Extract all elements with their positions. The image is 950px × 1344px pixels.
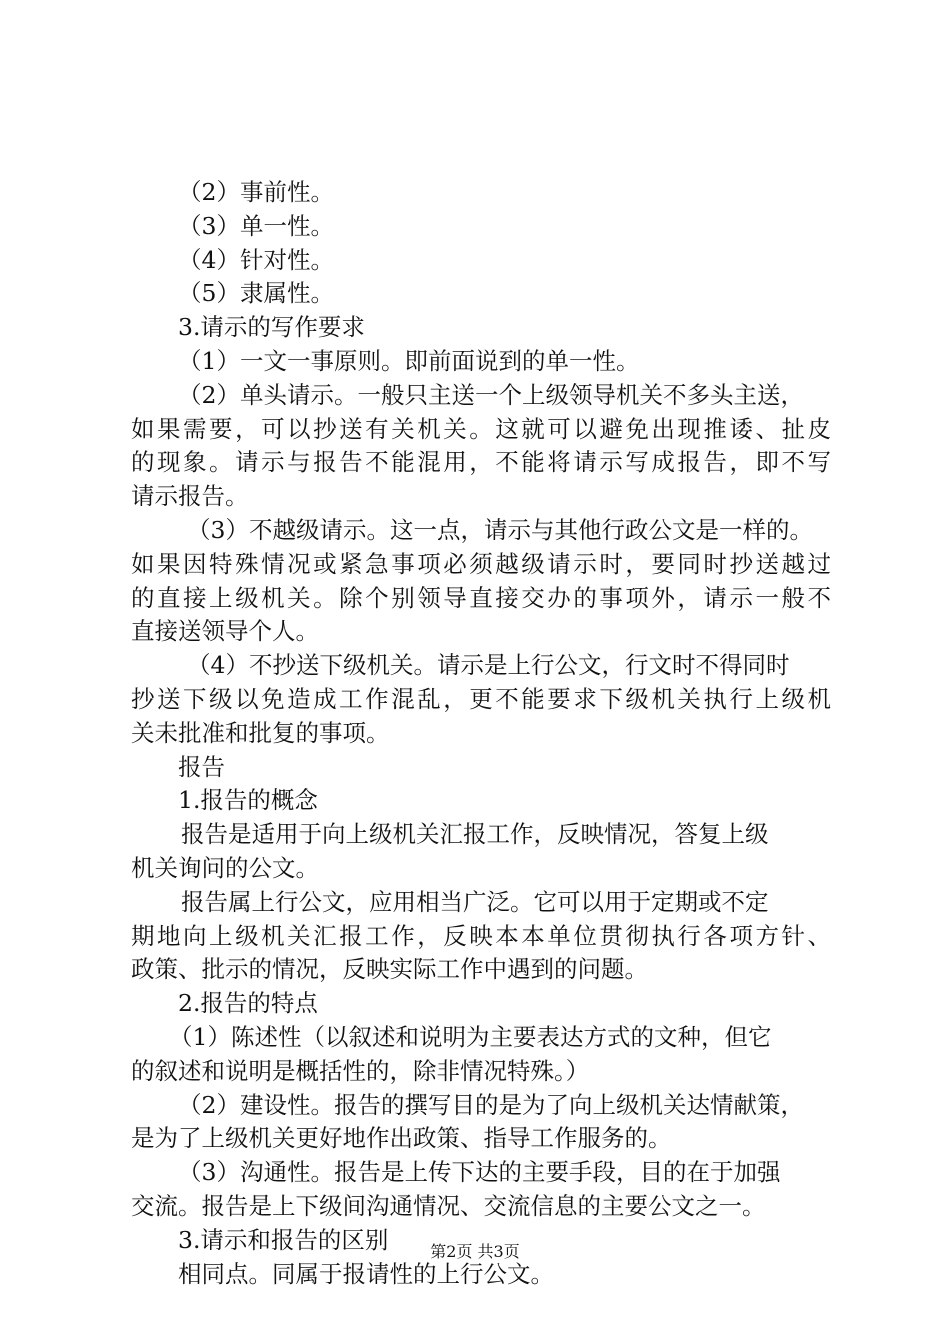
text-line: （3）单一性。	[178, 211, 334, 240]
text-line: 如果需要，可以抄送有关机关。这就可以避免出现推诿、扯皮	[131, 414, 831, 443]
text-line: 请示报告。	[131, 482, 249, 511]
text-line: （5）隶属性。	[178, 279, 334, 308]
text-line: （4）针对性。	[178, 245, 334, 274]
text-line: （3）不越级请示。这一点，请示与其他行政公文是一样的。	[187, 515, 813, 544]
text-line: 的现象。请示与报告不能混用，不能将请示写成报告，即不写	[131, 448, 831, 477]
text-line: 的叙述和说明是概括性的，除非情况特殊。）	[131, 1056, 590, 1085]
text-line: （1）陈述性（以叙述和说明为主要表达方式的文种，但它	[169, 1022, 772, 1051]
text-line: 交流。报告是上下级间沟通情况、交流信息的主要公文之一。	[131, 1191, 766, 1220]
section-heading: 3.请示的写作要求	[178, 313, 365, 342]
document-body	[131, 176, 831, 1291]
text-line: 的直接上级机关。除个别领导直接交办的事项外，请示一般不	[131, 583, 831, 612]
text-line: （1）一文一事原则。即前面说到的单一性。	[178, 346, 640, 375]
text-line: （2）建设性。报告的撰写目的是为了向上级机关达情献策，	[178, 1090, 804, 1119]
text-line: （2）事前性。	[178, 178, 334, 206]
section-heading: 报告	[178, 752, 225, 781]
text-line: 抄送下级以免造成工作混乱，更不能要求下级机关执行上级机	[131, 684, 831, 713]
section-heading: 2.报告的特点	[178, 989, 318, 1018]
page-number-footer: 第2页 共3页	[430, 1242, 520, 1261]
text-line: 机关询问的公文。	[131, 853, 319, 882]
text-line: （4）不抄送下级机关。请示是上行公文，行文时不得同时	[187, 651, 790, 680]
text-line: （3）沟通性。报告是上传下达的主要手段，目的在于加强	[178, 1158, 781, 1187]
section-heading: 3.请示和报告的区别	[178, 1225, 389, 1254]
text-line: 是为了上级机关更好地作出政策、指导工作服务的。	[131, 1124, 672, 1153]
text-line: （2）单头请示。一般只主送一个上级领导机关不多头主送，	[178, 380, 804, 409]
text-line: 期地向上级机关汇报工作，反映本本单位贯彻执行各项方针、	[131, 921, 831, 950]
text-line: 如果因特殊情况或紧急事项必须越级请示时，要同时抄送越过	[131, 549, 831, 578]
text-line: 关未批准和批复的事项。	[131, 718, 390, 747]
text-line: 报告属上行公文，应用相当广泛。它可以用于定期或不定	[181, 887, 769, 916]
text-line: 直接送领导个人。	[131, 617, 319, 646]
text-line: 报告是适用于向上级机关汇报工作，反映情况，答复上级	[181, 820, 769, 849]
text-line: 政策、批示的情况，反映实际工作中遇到的问题。	[131, 955, 648, 984]
text-line: 相同点。同属于报请性的上行公文。	[178, 1259, 554, 1288]
section-heading: 1.报告的概念	[178, 786, 318, 815]
